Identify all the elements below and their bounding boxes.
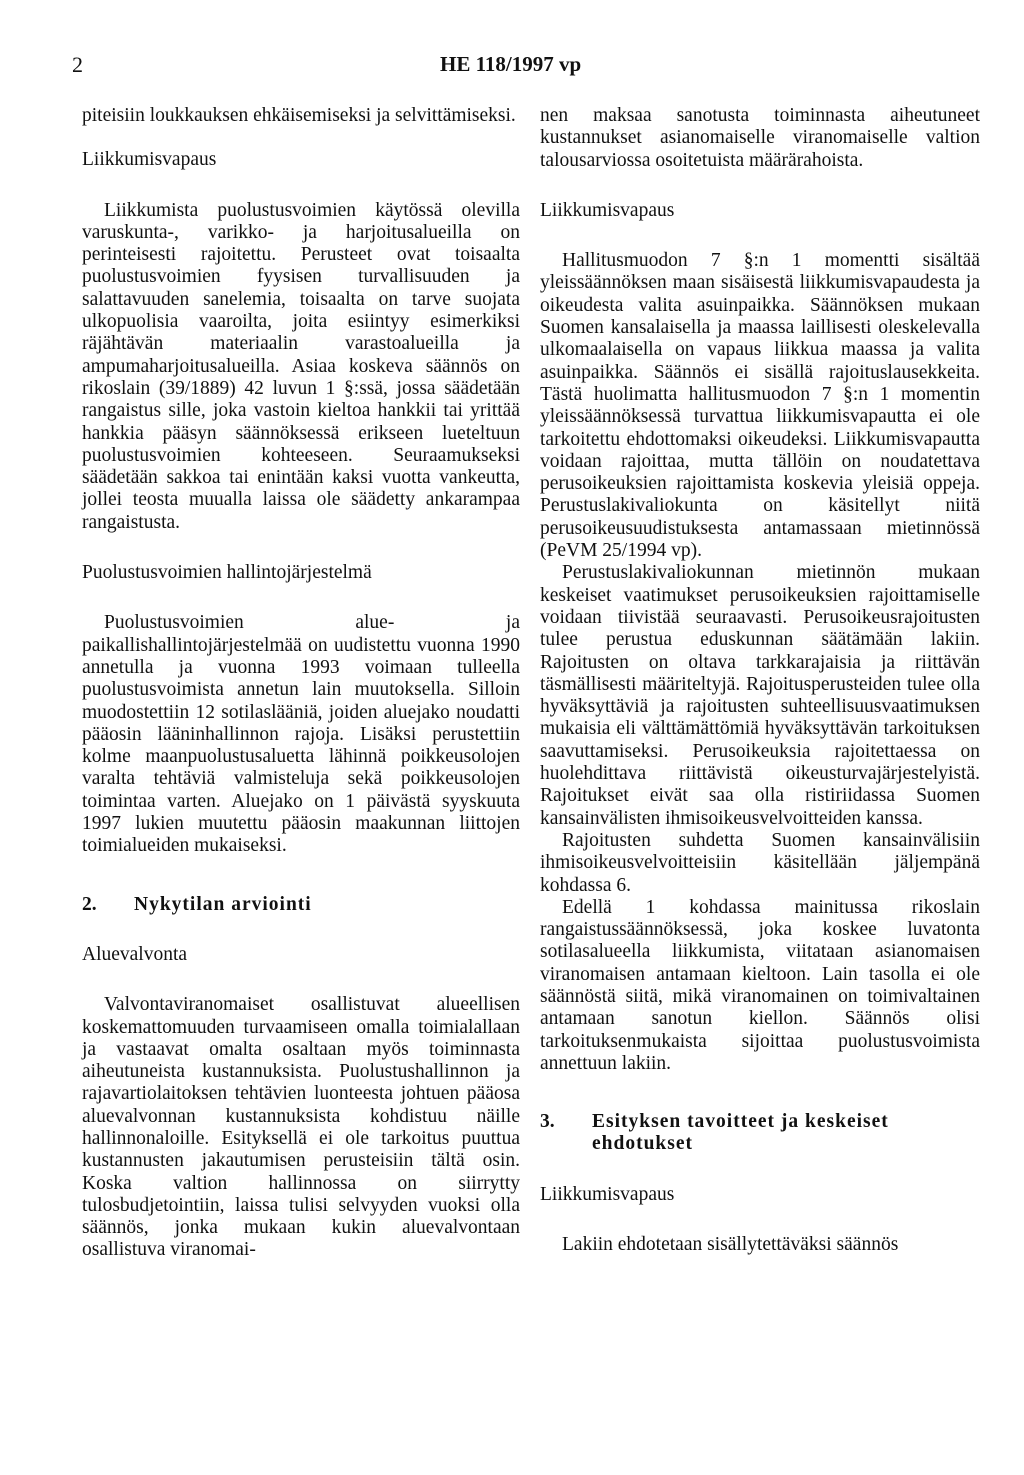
paragraph: Puolustusvoimien alue- ja paikallishallintojärjestelmää on uudistettu vuonna 1990 annetulla ja vuonna 1993 voimaan tulleella puolustusvoimista annetun lain muutoksella. Silloin muodostettiin 12 sotilaslääniä, joiden aluejako noudatti pääosin lääninhallinnon rajoja. Lisäksi perustettiin kolme maanpuolustusaluetta lähinnä poikkeusolojen varalta tehtäviä valmisteluja sekä poikkeusolojen toimintaa varten. Aluejako on 1 päivästä syyskuuta 1997 lukien muutettu pääosin maakunnan liittojen toimialueiden mukaiseksi.	[82, 612, 520, 857]
section-title: Esityksen tavoitteet ja keskeiset ehdotukset	[592, 1111, 889, 1155]
subheading: Aluevalvonta	[82, 943, 188, 965]
document-id: HE 118/1997 vp	[440, 52, 582, 76]
paragraph: Rajoitusten suhdetta Suomen kansainvälisiin ihmisoikeusvelvoitteisiin käsitellään jäljempänä kohdassa 6.	[540, 829, 980, 896]
subheading: Liikkumisvapaus	[82, 149, 217, 171]
page-number: 2	[72, 52, 83, 77]
section-heading	[82, 894, 520, 916]
section-title: Nykytilan arviointi	[134, 893, 312, 915]
paragraph: nen maksaa sanotusta toiminnasta aiheutuneet kustannukset asianomaiselle viranomaiselle valtion talousarviossa osoitetuista määrärahoista.	[540, 105, 980, 171]
section-heading	[540, 1111, 980, 1156]
section-number: 2.	[82, 893, 97, 915]
left-column	[82, 105, 520, 1262]
paragraph: Valvontaviranomaiset osallistuvat alueellisen koskemattomuuden turvaamiseen omalla toimialallaan ja vastaavat omalta osaltaan myös toiminnasta aiheutuneista kustannuksista. Puolustushallinnon ja rajavartiolaitoksen tehtävien luonteesta johtuen pääosa aluevalvonnan kustannuksista kohdistuu näille hallinnonaloille. Esityksellä ei ole tarkoitus puuttua kustannusten jakautumisen perusteisiin tältä osin. Koska valtion hallinnossa on siirrytty tulosbudjetointiin, laissa tulisi selvyyden vuoksi olla säännös, jonka mukaan kukin aluevalvontaan osallistuva viranomai-	[82, 994, 520, 1261]
paragraph: Lakiin ehdotetaan sisällytettäväksi säännös	[562, 1234, 899, 1256]
paragraph: Edellä 1 kohdassa mainitussa rikoslain rangaistussäännöksessä, joka koskee luvatonta sotilasalueella liikkumista, viitataan asianomaisen viranomaisen antamaan kieltoon. Lain tasolla ei ole säännöstä siitä, mikä viranomainen on toimivaltainen antamaan sanotun kiellon. Säännös olisi tarkoituksenmukaista sijoittaa puolustusvoimista annettuun lakiin.	[540, 896, 980, 1074]
subheading: Liikkumisvapaus	[540, 1183, 675, 1205]
section-number: 3.	[540, 1111, 555, 1133]
page-header	[0, 52, 1024, 82]
subheading: Liikkumisvapaus	[540, 199, 675, 221]
paragraph: Hallitusmuodon 7 §:n 1 momentti sisältää yleissäännöksen maan sisäisestä liikkumisvapaudesta ja oikeudesta valita asuinpaikka. Säännöksen mukaan Suomen kansalaisella ja maassa laillisesti oleskelevalla ulkomaalaisella on vapaus liikkua maassa ja valita asuinpaikka. Säännös ei sisällä rajoituslausekkeita. Tästä huolimatta hallitusmuodon 7 §:n 1 momentin yleissäännöksessä turvattua liikkumisvapautta ei ole tarkoitettu ehdottomaksi oikeudeksi. Liikkumisvapautta voidaan rajoittaa, mutta tällöin on noudatettava perusoikeuksien rajoittamista koskevia yleisiä oppeja. Perustuslakivaliokunta on käsitellyt niitä perusoikeusuudistuksesta antamassaan mietinnössä (PeVM 25/1994 vp).	[540, 250, 980, 562]
paragraph: Liikkumista puolustusvoimien käytössä olevilla varuskunta-, varikko- ja harjoitusalueilla on perinteisesti rajoitettu. Perusteet ovat toisaalta puolustusvoimien fyysisen turvallisuuden ja salattavuuden sanelemia, toisaalta on tarve suojata ulkopuolisia vaaroilta, joita esiintyy esimerkiksi räjähtävän materiaalin varastoalueilla ja ampumaharjoitusalueilla. Asiaa koskeva säännös on rikoslain (39/1889) 42 luvun 1 §:ssä, jossa säädetään rangaistus sille, joka vastoin kieltoa hankkii tai yrittää hankkia pääsyn säännöksessä erikseen lueteltuun puolustusvoimien kohteeseen. Seuraamukseksi säädetään sakkoa tai enintään kaksi vuotta vankeutta, jollei teosta muualla laissa ole säädetty ankarampaa rangaistusta.	[82, 199, 520, 533]
paragraph: Perustuslakivaliokunnan mietinnön mukaan keskeiset vaatimukset perusoikeuksien rajoittamiselle voidaan tiivistää seuraavasti. Perusoikeusrajoitusten tulee perustua eduskunnan säätämään lakiin. Rajoitusten on oltava tarkkarajaisia ja riittävän täsmällisesti määriteltyjä. Rajoitusperusteiden tulee olla hyväksyttäviä ja rajoitusten suhteellisuusvaatimuksen mukaisia eli välttämättömiä hyväksyttävän tarkoituksen saavuttamiseksi. Perusoikeuksia rajoitettaessa on huolehdittava riittävistä oikeusturvajärjestelyistä. Rajoitukset eivät saa olla ristiriidassa Suomen kansainvälisten ihmisoikeusvelvoitteiden kanssa.	[540, 562, 980, 829]
right-column	[540, 105, 980, 1256]
paragraph: piteisiin loukkauksen ehkäisemiseksi ja selvittämiseksi.	[82, 105, 516, 126]
subheading: Puolustusvoimien hallintojärjestelmä	[82, 562, 372, 584]
